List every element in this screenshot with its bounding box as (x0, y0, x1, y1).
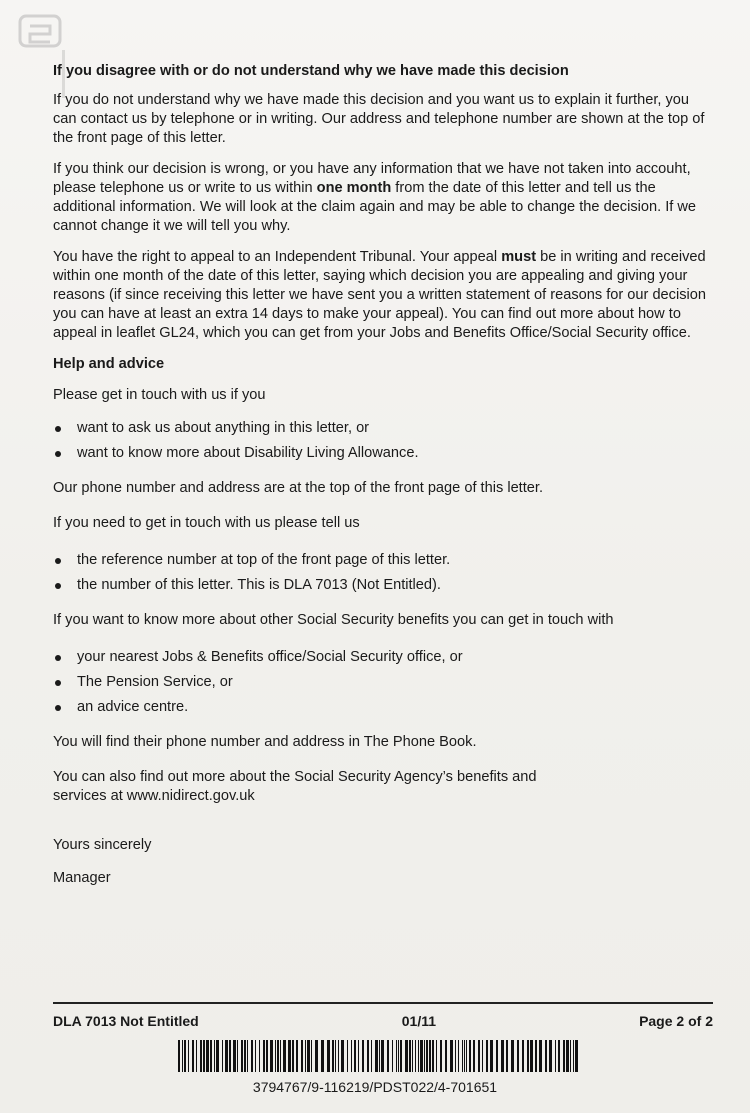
letter-body (53, 62, 713, 900)
explain-paragraph: If you do not understand why we have made this decision and you want us to explain it further, you can contact us by telephone or in writing. Our address and telephone number are shown at the top of the front page of this letter. (53, 92, 705, 146)
footer-date: 01/11 (401, 1013, 437, 1029)
phone-line: Our phone number and address are at the top of the front page of this letter. (53, 480, 544, 496)
list-item: want to know more about Disability Living Allowance. (53, 444, 713, 463)
list-item: your nearest Jobs & Benefits office/Social Security office, or (53, 648, 713, 667)
wrong-decision-text-start: If you think our decision is wrong, or you have any information that we have not taken into accouht, please telephone us or write to us within (53, 161, 691, 196)
form-reference: DLA 7013 Not Entitled (53, 1013, 199, 1029)
letter-footer (53, 1002, 713, 1029)
must-emphasis: must (501, 249, 537, 265)
appeal-text-start: You have the right to appeal to an Independent Tribunal. Your appeal (53, 249, 502, 265)
phonebook-line: You will find their phone number and address in The Phone Book. (53, 734, 477, 750)
wrong-decision-text-end: from the date of this letter and tell us the additional information. We will look at the claim again and may be able to change the decision. If we cannot change it we will tell you why. (53, 180, 697, 234)
signer: Manager (53, 870, 111, 886)
signoff: Yours sincerely (53, 837, 152, 853)
appeal-text-end: be in writing and received within one month of the date of this letter, saying which decision you are appealing and giving your reasons (if since receiving this letter we have sent you a written statement of reasons for our decision you can have at least an extra 14 days to make your appeal). You can find out more about how to appeal in leaflet GL24, which you can get from your Jobs and Benefits Office/Social Security office. (53, 249, 706, 341)
one-month-emphasis: one month (316, 180, 392, 196)
help-list (53, 419, 713, 463)
disagree-heading: If you disagree with or do not understand why we have made this decision (53, 63, 569, 79)
touch-list (53, 551, 713, 595)
agency-info-line1: You can also find out more about the Social Security Agency’s benefits and (53, 769, 537, 785)
wrong-decision-paragraph (53, 160, 713, 236)
appeal-paragraph (53, 248, 713, 343)
agency-info (53, 768, 713, 806)
agency-info-line2: services at www.nidirect.gov.uk (53, 788, 255, 804)
touch-intro: If you need to get in touch with us please tell us (53, 515, 360, 531)
list-item: The Pension Service, or (53, 673, 713, 692)
list-item: the number of this letter. This is DLA 7013 (Not Entitled). (53, 576, 713, 595)
page-number: Page 2 of 2 (639, 1013, 713, 1029)
barcode-number: 3794767/9-116219/PDST022/4-701651 (252, 1079, 498, 1095)
barcode (178, 1040, 578, 1072)
list-item: the reference number at top of the front page of this letter. (53, 551, 713, 570)
help-heading: Help and advice (53, 356, 165, 372)
list-item: want to ask us about anything in this letter, or (53, 419, 713, 438)
list-item: an advice centre. (53, 698, 713, 717)
help-intro: Please get in touch with us if you (53, 387, 266, 403)
other-benefits-intro: If you want to know more about other Social Security benefits you can get in touch with (53, 612, 614, 628)
other-benefits-list (53, 648, 713, 717)
